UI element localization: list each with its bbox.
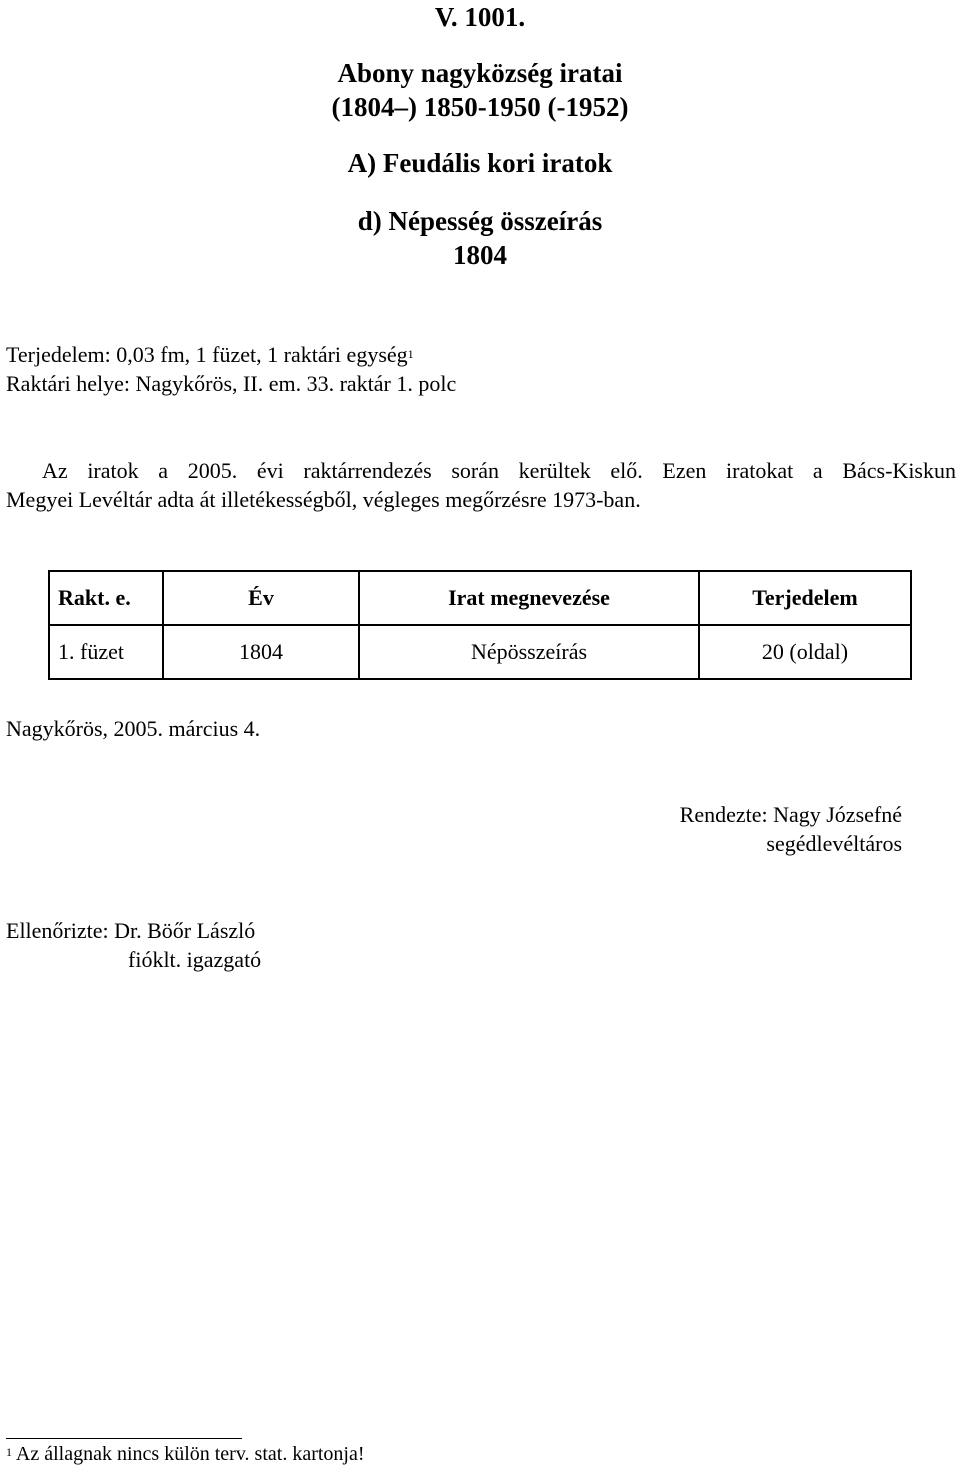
footnote [6,1441,365,1469]
arranged-by-title: segédlevéltáros [766,831,902,856]
header-extent: Terjedelem [699,571,911,625]
description-line-1: Az iratok a 2005. évi raktárrendezés során kerültek elő. Ezen iratokat a Bács-Kiskun [42,458,956,483]
cell-extent: 20 (oldal) [699,625,911,679]
cell-storage-unit: 1. füzet [49,625,163,679]
footnote-mark: 1 [6,1445,12,1459]
series-year: 1804 [453,240,507,270]
fonds-title: Abony nagyközség iratai [337,58,623,88]
series-title: d) Népesség összeírás [357,206,603,236]
table-row [49,625,911,679]
place-and-date: Nagykőrös, 2005. március 4. [6,716,261,741]
header-document-name: Irat megnevezése [359,571,699,625]
header-storage-unit: Rakt. e. [49,571,163,625]
subfonds-title: A) Feudális kori iratok [347,148,613,178]
description-line-2: Megyei Levéltár adta át illetékességből, végleges megőrzésre 1973-ban. [6,487,641,512]
inventory-table [48,570,912,680]
cell-document-name: Népösszeírás [359,625,699,679]
arranged-by: Rendezte: Nagy Józsefné [679,802,902,827]
archive-signature: V. 1001. [434,2,526,32]
footnote-reference: 1 [407,347,414,361]
checked-by: Ellenőrizte: Dr. Böőr László [6,918,256,943]
footnote-separator [6,1438,242,1439]
checked-by-title: fióklt. igazgató [128,947,262,972]
footnote-text: Az állagnak nincs külön terv. stat. kartonja! [15,1443,365,1465]
storage-location: Raktári helye: Nagykőrös, II. em. 33. raktár 1. polc [6,371,457,396]
table-header-row [49,571,911,625]
extent-text: Terjedelem: 0,03 fm, 1 füzet, 1 raktári egység [6,342,408,367]
cell-year: 1804 [163,625,359,679]
header-year: Év [163,571,359,625]
fonds-dates: (1804–) 1850-1950 (-1952) [331,92,629,122]
